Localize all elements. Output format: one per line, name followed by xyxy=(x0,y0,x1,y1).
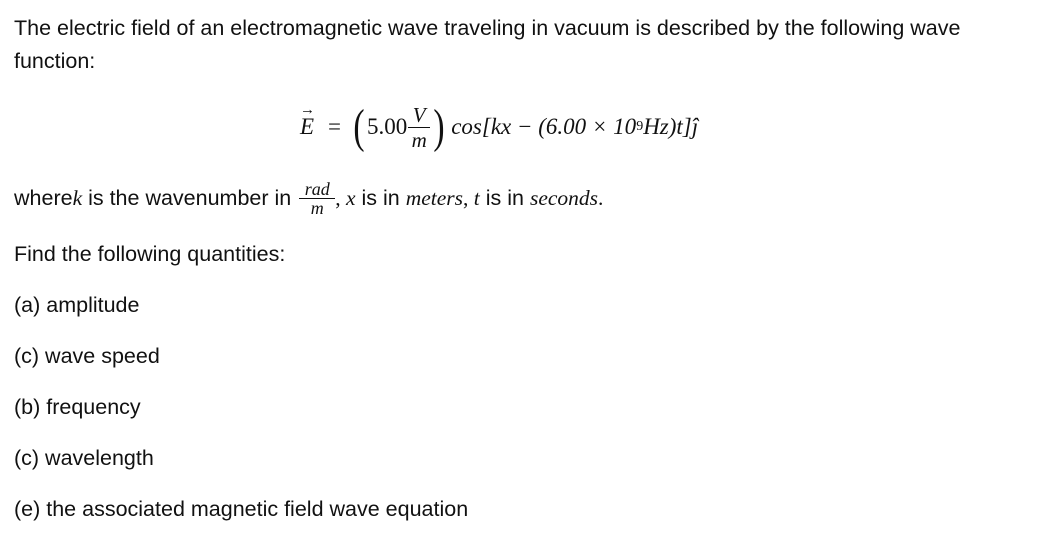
cosine-tail: Hz)t] xyxy=(643,114,692,139)
vector-arrow-symbol: → xyxy=(300,102,315,118)
cosine-argument: cos[kx − (6.00 × 10 xyxy=(451,114,637,139)
amplitude-unit-fraction xyxy=(408,103,430,152)
x-symbol: x xyxy=(340,185,356,210)
equals-sign: = xyxy=(328,114,341,139)
unit-denominator: m xyxy=(411,127,427,152)
problem-intro: The electric field of an electromagnetic wave traveling in vacuum is described by the following wave function: xyxy=(14,16,961,73)
question-item-amplitude: (a) amplitude xyxy=(14,293,140,317)
unit-vector-j: ĵ xyxy=(691,114,699,139)
question-item-frequency: (b) frequency xyxy=(14,395,141,419)
rad-per-meter-fraction xyxy=(299,180,335,217)
rad-numerator: rad xyxy=(304,178,330,199)
electric-field-equation: → E = ( 5.00 $\frac{V}{m}$ ) cos[kx − (6.00 × 10 9 Hz)t] ĵ xyxy=(300,100,699,153)
question-item-wavelength: (c) wavelength xyxy=(14,446,154,470)
electric-field-symbol: E xyxy=(300,114,315,139)
x-text: is in xyxy=(355,185,406,210)
variable-definitions xyxy=(14,178,603,218)
seconds-unit: seconds xyxy=(529,185,599,210)
question-item-magnetic-field: (e) the associated magnetic field wave equation xyxy=(14,497,469,521)
k-symbol: k xyxy=(72,185,83,210)
where-text-mid: is the wavenumber in xyxy=(82,185,298,210)
comma-1: , xyxy=(335,185,341,210)
t-text: is in xyxy=(479,185,530,210)
period: . xyxy=(598,185,604,210)
where-text-start: where xyxy=(14,185,73,210)
amplitude-coefficient: 5.00 xyxy=(366,114,408,139)
meters-unit: meters xyxy=(405,185,464,210)
prompt-text: Find the following quantities: xyxy=(14,242,286,266)
comma-2: , xyxy=(463,185,469,210)
electric-field-vector xyxy=(300,102,315,140)
t-symbol: t xyxy=(468,185,480,210)
m-denominator: m xyxy=(310,197,324,218)
open-paren: ( xyxy=(353,100,365,153)
question-item-wave-speed: (c) wave speed xyxy=(14,344,160,368)
unit-numerator: V xyxy=(412,102,426,127)
close-paren: ) xyxy=(433,100,445,153)
